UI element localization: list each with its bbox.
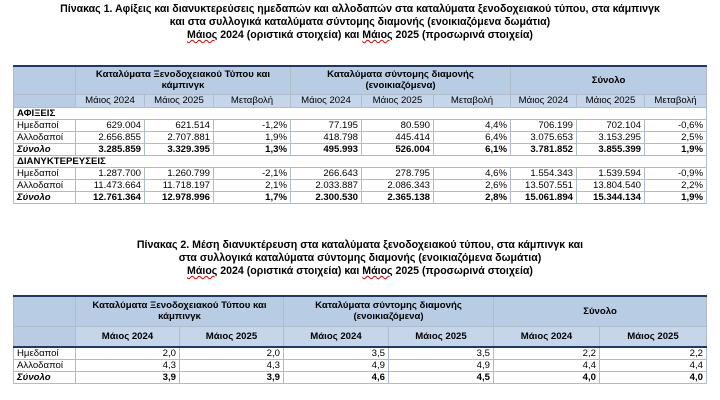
table1-cell: 6,4% bbox=[434, 131, 511, 143]
table1-group-hotel: Καταλύματα Ξενοδοχειακού Τύπου και κάμπινγκ bbox=[76, 66, 291, 94]
table1-sub-change: Μεταβολή bbox=[214, 94, 291, 107]
table1-title-line3: Μάιος 2024 (οριστικά στοιχεία) και Μάιος 2025 (προσωρινά στοιχεία) bbox=[187, 29, 533, 41]
table1-row-label: Αλλοδαποί bbox=[14, 179, 76, 191]
table1-total-row bbox=[14, 143, 707, 155]
table2-sub-may2025: Μάιος 2025 bbox=[600, 326, 707, 347]
table1-cell: 702.104 bbox=[577, 119, 645, 131]
table2-subheader-row bbox=[14, 326, 707, 347]
table1-sub-change: Μεταβολή bbox=[645, 94, 707, 107]
table2-cell: 3,5 bbox=[389, 347, 494, 360]
table2-group-hotel: Καταλύματα Ξενοδοχειακού Τύπου και κάμπινγκ bbox=[76, 296, 284, 326]
table1-title-line2: και στα συλλογικά καταλύματα σύντομης διαμονής (ενοικιαζόμενα δωμάτια) bbox=[169, 16, 551, 28]
table2-cell: 4,4 bbox=[494, 360, 600, 372]
table2-cell: 2,0 bbox=[76, 347, 180, 360]
table2-total-label: Σύνολο bbox=[14, 372, 76, 384]
table1-total-cell: 2,8% bbox=[434, 191, 511, 203]
table2-row bbox=[14, 347, 707, 360]
table1-total-cell: 1,9% bbox=[645, 143, 707, 155]
table2-total-row bbox=[14, 372, 707, 384]
table1-cell: 2,6% bbox=[434, 179, 511, 191]
table1-cell: 77.195 bbox=[291, 119, 362, 131]
table2-cell: 4,3 bbox=[76, 360, 180, 372]
table1-cell: 2.033.887 bbox=[291, 179, 362, 191]
table1 bbox=[13, 65, 707, 204]
table2-subheader-blank bbox=[14, 326, 76, 347]
table1-sub-may2025: Μάιος 2025 bbox=[145, 94, 214, 107]
table2-sub-may2025: Μάιος 2025 bbox=[180, 326, 284, 347]
table1-subheader-row bbox=[14, 94, 707, 107]
table2-cell: 2,0 bbox=[180, 347, 284, 360]
table1-total-label: Σύνολο bbox=[14, 143, 76, 155]
table1-cell: 11.718.197 bbox=[145, 179, 214, 191]
table2-cell: 4,9 bbox=[284, 360, 389, 372]
table1-row-label: Αλλοδαποί bbox=[14, 131, 76, 143]
table1-subheader-blank bbox=[14, 94, 76, 107]
table1-group-short-stay: Καταλύματα σύντομης διαμονής (ενοικιαζόμενα) bbox=[291, 66, 511, 94]
table2-title-line1: Πίνακας 2. Μέση διανυκτέρευση στα καταλύματα ξενοδοχειακού τύπου, στα κάμπινγκ και bbox=[136, 239, 584, 251]
table2-total-cell: 4,5 bbox=[389, 372, 494, 384]
table1-cell: 706.199 bbox=[511, 119, 577, 131]
table1-total-cell: 12.978.996 bbox=[145, 191, 214, 203]
table1-row bbox=[14, 131, 707, 143]
table1-cell: 418.798 bbox=[291, 131, 362, 143]
table2-total-cell: 4,0 bbox=[600, 372, 707, 384]
table1-cell: 629.004 bbox=[76, 119, 145, 131]
table1-cell: 4,6% bbox=[434, 167, 511, 179]
table2-row-label: Ημεδαποί bbox=[14, 347, 76, 360]
table1-cell: 266.643 bbox=[291, 167, 362, 179]
table1-sub-may2024: Μάιος 2024 bbox=[76, 94, 145, 107]
table1-total-cell: 12.761.364 bbox=[76, 191, 145, 203]
table1-cell: 278.795 bbox=[362, 167, 434, 179]
table1-section-label: ΔΙΑΝΥΚΤΕΡΕΥΣΕΙΣ bbox=[14, 155, 707, 167]
table1-total-cell: 495.993 bbox=[291, 143, 362, 155]
table1-row bbox=[14, 167, 707, 179]
table2-total-cell: 3,9 bbox=[76, 372, 180, 384]
table1-corner bbox=[14, 66, 76, 94]
table2-cell: 2,2 bbox=[600, 347, 707, 360]
table1-total-cell: 15.344.134 bbox=[577, 191, 645, 203]
table1-row bbox=[14, 179, 707, 191]
table2-corner bbox=[14, 296, 76, 326]
table1-cell: 13.804.540 bbox=[577, 179, 645, 191]
table1-total-cell: 1,3% bbox=[214, 143, 291, 155]
table1-row-label: Ημεδαποί bbox=[14, 119, 76, 131]
table1-section-row bbox=[14, 107, 707, 119]
table2-row-label: Αλλοδαποί bbox=[14, 360, 76, 372]
table1-cell: 4,4% bbox=[434, 119, 511, 131]
table2-row bbox=[14, 360, 707, 372]
table1-group-total: Σύνολο bbox=[511, 66, 707, 94]
table1-cell: 2,5% bbox=[645, 131, 707, 143]
table2-cell: 2,2 bbox=[494, 347, 600, 360]
table2-group-short-stay: Καταλύματα σύντομης διαμονής (ενοικιαζόμενα) bbox=[284, 296, 494, 326]
table1-sub-may2024: Μάιος 2024 bbox=[511, 94, 577, 107]
table2-sub-may2024: Μάιος 2024 bbox=[284, 326, 389, 347]
table1-total-cell: 6,1% bbox=[434, 143, 511, 155]
table1-sub-change: Μεταβολή bbox=[434, 94, 511, 107]
table1-total-cell: 1,9% bbox=[645, 191, 707, 203]
table2-total-cell: 4,6 bbox=[284, 372, 389, 384]
table1-total-cell: 1,7% bbox=[214, 191, 291, 203]
table1-cell: 3.153.295 bbox=[577, 131, 645, 143]
table1-row bbox=[14, 119, 707, 131]
table1-total-cell: 2.365.138 bbox=[362, 191, 434, 203]
table1-cell: 80.590 bbox=[362, 119, 434, 131]
table1-total-cell: 15.061.894 bbox=[511, 191, 577, 203]
table1-cell: 1.554.343 bbox=[511, 167, 577, 179]
table1-section-label: ΑΦΙΞΕΙΣ bbox=[14, 107, 707, 119]
table1-cell: -2,1% bbox=[214, 167, 291, 179]
table1-cell: -1,2% bbox=[214, 119, 291, 131]
table1-cell: 621.514 bbox=[145, 119, 214, 131]
table1-cell: 2.086.343 bbox=[362, 179, 434, 191]
table1-cell: 2.707.881 bbox=[145, 131, 214, 143]
table1-total-cell: 3.855.399 bbox=[577, 143, 645, 155]
table1-sub-may2025: Μάιος 2025 bbox=[577, 94, 645, 107]
table1-section-row bbox=[14, 155, 707, 167]
table2-group-total: Σύνολο bbox=[494, 296, 707, 326]
table1-sub-may2024: Μάιος 2024 bbox=[291, 94, 362, 107]
table1-cell: -0,9% bbox=[645, 167, 707, 179]
table1-total-cell: 2.300.530 bbox=[291, 191, 362, 203]
table2-sub-may2024: Μάιος 2024 bbox=[76, 326, 180, 347]
table1-total-label: Σύνολο bbox=[14, 191, 76, 203]
table2-cell: 3,5 bbox=[284, 347, 389, 360]
table1-cell: 1.539.594 bbox=[577, 167, 645, 179]
table2 bbox=[13, 295, 707, 384]
table1-total-cell: 526.004 bbox=[362, 143, 434, 155]
table1-cell: 2,2% bbox=[645, 179, 707, 191]
table1-cell: 1,9% bbox=[214, 131, 291, 143]
table1-cell: 1.260.799 bbox=[145, 167, 214, 179]
table1-total-row bbox=[14, 191, 707, 203]
table2-group-header-row bbox=[14, 296, 707, 326]
table2-cell: 4,3 bbox=[180, 360, 284, 372]
table1-total-cell: 3.285.859 bbox=[76, 143, 145, 155]
table1-cell: 445.414 bbox=[362, 131, 434, 143]
table2-cell: 4,9 bbox=[389, 360, 494, 372]
table1-total-cell: 3.329.395 bbox=[145, 143, 214, 155]
table1-cell: 2.656.855 bbox=[76, 131, 145, 143]
table1-cell: 1.287.700 bbox=[76, 167, 145, 179]
table1-title-line1: Πίνακας 1. Αφίξεις και διανυκτερεύσεις ημεδαπών και αλλοδαπών στα καταλύματα ξενοδοχειακού τύπου, στα κάμπινγκ bbox=[60, 3, 660, 15]
table1-cell: -0,6% bbox=[645, 119, 707, 131]
table2-sub-may2025: Μάιος 2025 bbox=[389, 326, 494, 347]
table2-total-cell: 4,0 bbox=[494, 372, 600, 384]
table2-cell: 4,4 bbox=[600, 360, 707, 372]
table2-title-line2: στα συλλογικά καταλύματα σύντομης διαμονής (ενοικιαζόμενα δωμάτια) bbox=[178, 252, 542, 264]
table1-group-header-row bbox=[14, 66, 707, 94]
table2-title-line3: Μάιος 2024 (οριστικά στοιχεία) και Μάιος 2025 (προσωρινά στοιχεία) bbox=[187, 265, 533, 277]
table1-cell: 2,1% bbox=[214, 179, 291, 191]
table1-sub-may2025: Μάιος 2025 bbox=[362, 94, 434, 107]
table1-row-label: Ημεδαποί bbox=[14, 167, 76, 179]
table2-total-cell: 3,9 bbox=[180, 372, 284, 384]
table2-sub-may2024: Μάιος 2024 bbox=[494, 326, 600, 347]
table1-title bbox=[0, 3, 720, 42]
table2-title bbox=[0, 239, 720, 278]
table1-cell: 13.507.551 bbox=[511, 179, 577, 191]
table1-total-cell: 3.781.852 bbox=[511, 143, 577, 155]
table1-cell: 11.473.664 bbox=[76, 179, 145, 191]
table1-cell: 3.075.653 bbox=[511, 131, 577, 143]
